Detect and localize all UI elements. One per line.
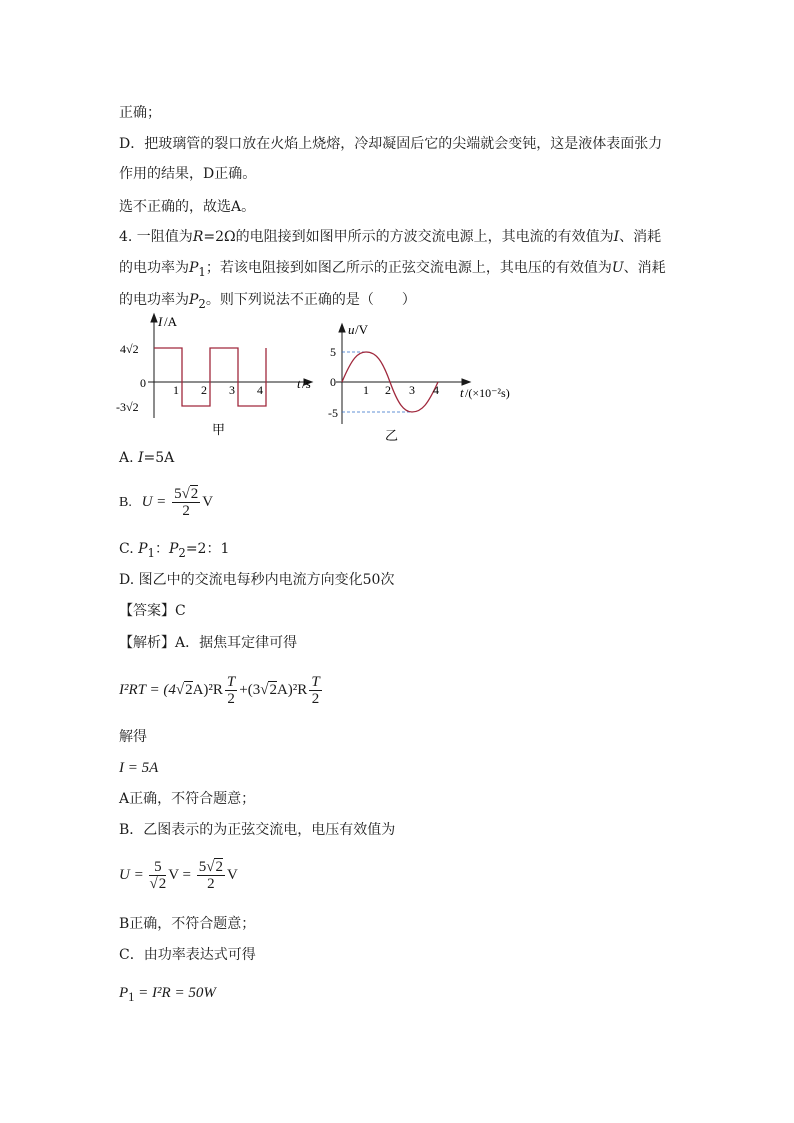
y-tick-top-a: 4√2 bbox=[120, 342, 139, 356]
radicand: 2 bbox=[185, 682, 193, 698]
caption-b: 乙 bbox=[385, 428, 399, 443]
analysis-intro: 【解析】A．据焦耳定律可得 bbox=[119, 635, 298, 651]
x-tick-b: 1 bbox=[363, 383, 369, 397]
var-p: P bbox=[189, 260, 199, 276]
fraction bbox=[309, 674, 321, 707]
figure-square-wave bbox=[112, 310, 322, 438]
radicand: 2 bbox=[269, 682, 277, 698]
text-line-4: 选不正确的，故选A。 bbox=[119, 199, 256, 215]
var-p: P bbox=[119, 985, 129, 1001]
eq-part: U = bbox=[119, 867, 144, 883]
axes-a bbox=[148, 314, 312, 418]
answer-label: 【答案】C bbox=[119, 603, 186, 619]
denominator: 2 bbox=[227, 691, 235, 708]
denominator: 2 bbox=[207, 876, 215, 893]
x-axis-unit-a: /s bbox=[302, 376, 311, 391]
option-b bbox=[119, 480, 213, 525]
y-tick-top-b: 5 bbox=[330, 345, 336, 359]
text-line-1: 正确； bbox=[119, 105, 161, 121]
y-axis-unit-b: /V bbox=[355, 322, 368, 337]
fraction bbox=[197, 859, 225, 892]
question-stem-2 bbox=[119, 259, 666, 281]
option-text: =2：1 bbox=[185, 541, 230, 557]
unit: V bbox=[202, 494, 214, 510]
option-c bbox=[119, 540, 229, 562]
var-p: P bbox=[168, 541, 179, 557]
unit: V bbox=[226, 867, 238, 883]
x-tick-b: 3 bbox=[409, 383, 415, 397]
var-p: P bbox=[189, 292, 199, 308]
coef: 5 bbox=[198, 859, 207, 876]
option-d: D. 图乙中的交流电每秒内电流方向变化50次 bbox=[119, 572, 395, 588]
subscript: 1 bbox=[147, 545, 155, 560]
stem-text: 4. 一阻值为 bbox=[119, 229, 193, 245]
origin-b: 0 bbox=[330, 375, 336, 389]
eq-part: = I²R = 50W bbox=[134, 985, 216, 1001]
var-p: P bbox=[138, 541, 148, 557]
equation-voltage bbox=[119, 852, 238, 898]
x-tick-a: 4 bbox=[257, 383, 263, 397]
x-tick-a: 3 bbox=[229, 383, 235, 397]
guide-lines-a bbox=[182, 348, 266, 406]
denominator: 2 bbox=[311, 691, 320, 708]
equation-power bbox=[119, 984, 216, 1006]
text-line-2: D．把玻璃管的裂口放在火焰上烧熔，冷却凝固后它的尖端就会变钝，这是液体表面张力 bbox=[119, 136, 663, 152]
numerator: T bbox=[311, 674, 320, 691]
stem-text: 、消耗 bbox=[623, 260, 666, 276]
equation-current: I = 5A bbox=[119, 760, 159, 776]
fraction bbox=[172, 486, 200, 519]
subscript: 1 bbox=[198, 264, 206, 279]
x-tick-b: 4 bbox=[433, 383, 439, 397]
stem-text: 、消耗 bbox=[619, 229, 662, 245]
option-text: =5A bbox=[143, 450, 175, 466]
sep: ： bbox=[154, 541, 169, 557]
option-label: A. bbox=[119, 450, 139, 466]
denominator: √2 bbox=[149, 876, 167, 893]
stem-text: ；若该电阻接到如图乙所示的正弦交流电源上，其电压的有效值为 bbox=[205, 260, 612, 276]
denominator: 2 bbox=[182, 503, 190, 520]
option-label: C. bbox=[119, 541, 139, 557]
radicand: 2 bbox=[158, 876, 167, 893]
subscript: 2 bbox=[198, 296, 206, 311]
b-conclusion: B正确，不符合题意； bbox=[119, 916, 256, 932]
subscript: 2 bbox=[178, 545, 186, 560]
b-intro: B．乙图表示的为正弦交流电，电压有效值为 bbox=[119, 822, 396, 838]
c-intro: C．由功率表达式可得 bbox=[119, 947, 256, 963]
numerator: 5√2 bbox=[174, 486, 199, 503]
option-label: B. bbox=[119, 495, 132, 510]
radicand: 2 bbox=[215, 859, 223, 876]
x-axis-var-b: t bbox=[460, 385, 464, 400]
var-i: I bbox=[138, 450, 144, 466]
text-line-3: 作用的结果，D正确。 bbox=[119, 166, 257, 182]
y-axis-var-b: u bbox=[348, 322, 355, 337]
a-conclusion: A正确，不符合题意； bbox=[119, 791, 256, 807]
y-tick-bottom-b: -5 bbox=[328, 406, 338, 420]
x-tick-a: 1 bbox=[173, 383, 179, 397]
equation-joule: I²RT = (4√2A)²R $\frac{T}{2}$ +(3√2A)²R $\frac{T}{2}$ bbox=[119, 674, 320, 708]
eq-part: I²RT = (4 bbox=[119, 682, 176, 698]
solve-label: 解得 bbox=[119, 729, 147, 745]
x-tick-b: 2 bbox=[385, 383, 391, 397]
coef: 5 bbox=[174, 486, 182, 503]
numerator: 5√2 bbox=[198, 859, 223, 876]
eq-part: V = bbox=[168, 867, 191, 883]
eq-part: A)²R bbox=[276, 682, 308, 698]
square-wave-line bbox=[154, 348, 266, 406]
stem-text: 的电功率为 bbox=[119, 292, 189, 308]
eq-part: +(3 bbox=[239, 682, 261, 698]
var-i: I bbox=[613, 229, 620, 245]
var-r: R bbox=[192, 229, 204, 245]
eq-part: A)²R bbox=[192, 682, 223, 698]
stem-text: 的电功率为 bbox=[119, 260, 189, 276]
y-tick-bottom-a: -3√2 bbox=[116, 400, 139, 414]
x-axis-unit-b: /(×10⁻²s) bbox=[465, 386, 510, 400]
option-a bbox=[119, 449, 174, 467]
equation-lhs: U = bbox=[141, 494, 167, 510]
question-stem-1 bbox=[119, 228, 661, 246]
subscript: 1 bbox=[128, 990, 135, 1004]
var-u: U bbox=[611, 260, 624, 276]
caption-a: 甲 bbox=[212, 422, 226, 437]
axes-b bbox=[336, 324, 470, 424]
origin-a: 0 bbox=[140, 376, 146, 390]
y-axis-unit-a: /A bbox=[164, 314, 177, 329]
stem-text: 。则下列说法不正确的是（ ） bbox=[205, 292, 416, 308]
numerator: 5 bbox=[149, 859, 166, 876]
x-axis-var-a: t bbox=[297, 376, 301, 391]
figure-sine-wave bbox=[328, 318, 528, 444]
radicand: 2 bbox=[190, 486, 199, 503]
numerator: T bbox=[226, 674, 236, 691]
y-axis-var-a: I bbox=[158, 314, 163, 329]
fraction bbox=[225, 674, 237, 707]
fraction bbox=[149, 859, 166, 892]
x-tick-a: 2 bbox=[201, 383, 207, 397]
stem-text: =2Ω的电阻接到如图甲所示的方波交流电源上，其电流的有效值为 bbox=[203, 229, 614, 245]
